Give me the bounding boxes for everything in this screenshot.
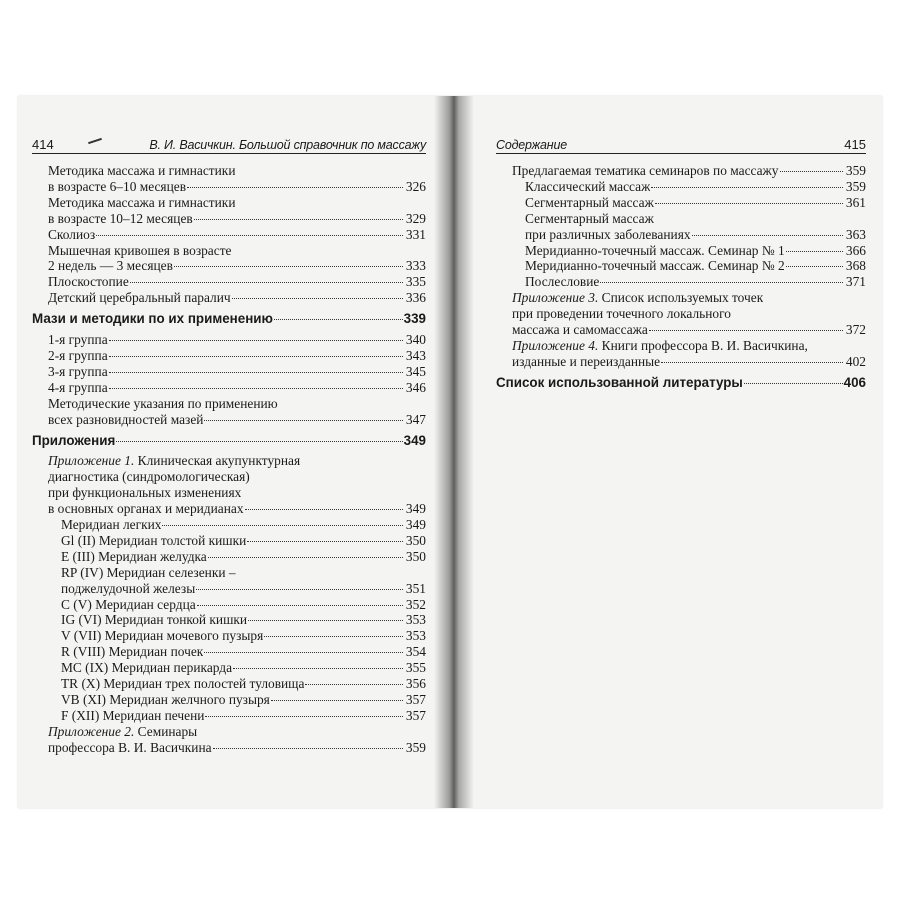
toc-entry-text: профессора В. И. Васичкина [48,739,212,755]
toc-page-number: 363 [845,226,866,242]
toc-line [32,211,426,227]
dot-leader [174,266,403,267]
toc-line [32,433,426,449]
toc-page-number: 350 [405,532,426,548]
toc-entry [32,533,426,549]
toc-entry-text: Сколиоз [48,226,96,242]
toc-entry-text: F (XII) Меридиан печени [61,707,205,723]
toc-entry [32,628,426,644]
toc-entry-text: диагностика (синдромологическая) [48,469,250,485]
toc-line [32,676,426,692]
toc-entry-text: Меридианно-точечный массаж. Семинар № 1 [525,242,785,258]
toc-entry-text: Предлагаемая тематика семинаров по массажу [512,163,779,178]
toc-entry [32,396,426,428]
toc-line [32,348,426,364]
toc-page-number: 349 [403,432,426,448]
toc-page-number: 402 [845,353,866,369]
dot-leader [213,748,403,749]
toc-line [32,469,426,485]
dot-leader [197,605,403,606]
toc-entry-text: MC (IX) Меридиан перикарда [61,660,233,676]
toc-page-number: 368 [845,258,866,274]
toc-entry [32,290,426,306]
toc-entry [32,380,426,396]
dot-leader [109,356,403,357]
toc-entry-text: Методика массажа и гимнастики [48,163,236,178]
toc-page-number: 350 [405,548,426,564]
toc-entry [32,348,426,364]
toc-entry [32,565,426,597]
toc-line [32,644,426,660]
dot-leader [600,282,843,283]
toc-line [496,274,866,290]
toc-line [32,453,426,469]
toc-line [32,724,426,740]
toc-entry-text: 3-я группа [48,363,108,379]
toc-entry-text: Детский церебральный паралич [48,290,231,306]
toc-entry [496,338,866,370]
toc-line [32,227,426,243]
toc-page-number: 339 [403,311,426,327]
toc-entry-text: 2-я группа [48,347,108,363]
toc-page-number: 361 [845,194,866,210]
dot-leader [744,383,843,384]
toc-line [496,290,866,306]
toc-entry [496,163,866,179]
toc-entry-text: R (VIII) Меридиан почек [61,644,204,660]
toc-line [32,501,426,517]
toc-entry-text: TR (X) Меридиан трех полостей туловища [61,676,305,692]
toc-entry-text: Послесловие [525,274,600,290]
toc-line [32,364,426,380]
dot-leader [109,340,403,341]
toc-entry-text: Мышечная кривошея в возрасте [48,242,232,258]
toc-page-number: 354 [405,644,426,660]
toc-page-number: 372 [845,322,866,338]
toc-line [32,380,426,396]
toc-entry [496,243,866,259]
dot-leader [780,171,843,172]
toc-line [32,612,426,628]
book-gutter [434,96,474,808]
toc-line [32,485,426,501]
toc-entry-text: Gl (II) Меридиан толстой кишки [61,532,247,548]
toc-entry [32,195,426,227]
toc-page-number: 357 [405,692,426,707]
running-title: В. И. Васичкин. Большой справочник по массажу [149,138,426,152]
dot-leader [245,509,403,510]
toc-entry [32,163,426,195]
dot-leader [130,282,403,283]
toc-line [32,597,426,613]
toc-section [32,433,426,449]
dot-leader [109,372,403,373]
toc-page-number: 336 [405,290,426,306]
toc-line [32,740,426,756]
toc-line [32,396,426,412]
toc-entry [32,549,426,565]
dot-leader [204,652,403,653]
toc-entry-text: Приложение 3. Список используемых точек [512,290,764,306]
toc-entry-text: C (V) Меридиан сердца [61,596,196,612]
running-title: Содержание [496,138,567,152]
toc-line [32,692,426,708]
toc-line [32,628,426,644]
toc-entry-text: Приложения [32,432,116,448]
toc-entry [32,612,426,628]
toc-page-number: 347 [405,411,426,427]
book-spread [18,96,882,808]
toc-line [496,211,866,227]
toc-page-number: 343 [405,347,426,363]
page-number: 415 [844,137,866,152]
dot-leader [208,557,403,558]
toc-entry-text: при функциональных изменениях [48,485,242,501]
toc-entry-text: Мази и методики по их применению [32,311,273,327]
toc-entry-text: в основных органах и меридианах [48,501,244,517]
toc-line [32,660,426,676]
toc-entry-text: Методические указания по применению [48,395,278,411]
toc-line [32,517,426,533]
toc-line [32,179,426,195]
dot-leader [661,362,843,363]
dot-leader [786,266,843,267]
toc-line [32,163,426,179]
toc-entry-text: Сегментарный массаж [525,210,654,226]
toc-entry [32,243,426,275]
toc-entry-text: в возрасте 6–10 месяцев [48,178,187,194]
toc-page-number: 345 [405,363,426,379]
dot-leader [649,330,843,331]
toc-section [32,311,426,327]
toc-entry [496,258,866,274]
toc-page-number: 359 [845,178,866,194]
toc-section [496,375,866,391]
dot-leader [248,620,403,621]
toc-page-number: 349 [405,501,426,517]
toc-line [32,290,426,306]
toc-page-number: 366 [845,242,866,258]
toc-page-number: 340 [405,332,426,348]
toc-entry [32,644,426,660]
toc-page-number: 406 [843,374,866,390]
toc-entry [32,724,426,756]
toc-line [32,195,426,211]
toc-line [496,163,866,179]
toc-entry-text: V (VII) Меридиан мочевого пузыря [61,628,264,644]
toc-entry-text: при различных заболеваниях [525,226,691,242]
dot-leader [271,700,403,701]
toc-entry-text: Меридианно-точечный массаж. Семинар № 2 [525,258,785,274]
toc-entry-text: Классический массаж [525,178,651,194]
toc-line [496,375,866,391]
toc-entry-text: Методика массажа и гимнастики [48,194,236,210]
toc-entry [32,227,426,243]
dot-leader [109,388,403,389]
toc-entry-text: Плоскостопие [48,274,129,290]
toc-line [496,243,866,259]
toc-entry [32,364,426,380]
toc-entry [32,708,426,724]
toc-entry-text: Приложение 4. Книги профессора В. И. Васичкина, [512,337,808,353]
toc-page-number: 335 [405,274,426,290]
dot-leader [205,716,403,717]
toc-entry [32,676,426,692]
toc-entry-text: RP (IV) Меридиан селезенки – [61,564,236,580]
toc-entry-text: IG (VI) Меридиан тонкой кишки [61,612,248,628]
dot-leader [274,319,403,320]
dot-leader [264,636,403,637]
toc-page-number: 371 [845,274,866,290]
toc-page-number: 346 [405,379,426,395]
toc-entry-text: при проведении точечного локального [512,306,731,322]
toc-line [496,322,866,338]
right-page-header [496,134,866,154]
toc-line [32,549,426,565]
right-page [496,134,866,396]
toc-entry [496,179,866,195]
toc-page-number: 352 [405,596,426,612]
toc-entry-text: Меридиан легких [61,517,162,533]
toc-page-number: 359 [845,163,866,178]
toc-entry-text: поджелудочной железы [61,580,196,596]
toc-page-number: 331 [405,226,426,242]
toc-line [32,565,426,581]
page-number: 414 [32,137,54,152]
left-page-header [32,134,426,154]
toc-entry-text: в возрасте 10–12 месяцев [48,210,193,226]
toc-line [496,258,866,274]
toc-list [32,163,426,756]
toc-entry [496,195,866,211]
left-page [32,134,426,756]
toc-entry [32,692,426,708]
toc-line [32,708,426,724]
toc-page-number: 357 [405,707,426,723]
toc-page-number: 353 [405,612,426,628]
toc-entry [32,332,426,348]
toc-line [32,533,426,549]
toc-list [496,163,866,391]
toc-entry-text: Приложение 1. Клиническая акупунктурная [48,453,301,469]
dot-leader [247,541,403,542]
dot-leader [655,203,843,204]
toc-line [496,227,866,243]
dot-leader [692,235,843,236]
dot-leader [96,235,403,236]
toc-entry-text: изданные и переизданные [512,353,661,369]
toc-entry-text: 4-я группа [48,379,108,395]
toc-page-number: 353 [405,628,426,644]
dot-leader [196,589,403,590]
toc-entry-text: 2 недель — 3 месяцев [48,258,173,274]
toc-line [32,412,426,428]
dot-leader [305,684,403,685]
toc-page-number: 359 [405,739,426,755]
toc-entry-text: VB (XI) Меридиан желчного пузыря [61,692,270,707]
toc-line [32,581,426,597]
dot-leader [233,668,403,669]
toc-line [32,332,426,348]
toc-page-number: 329 [405,210,426,226]
toc-entry-text: всех разновидностей мазей [48,411,204,427]
toc-entry [32,274,426,290]
toc-entry-text: E (III) Меридиан желудка [61,548,207,564]
toc-page-number: 349 [405,517,426,533]
toc-entry [32,597,426,613]
dot-leader [651,187,843,188]
toc-entry [32,660,426,676]
dot-leader [194,219,403,220]
toc-line [496,179,866,195]
toc-page-number: 355 [405,660,426,676]
toc-line [32,243,426,259]
dot-leader [232,298,403,299]
dot-leader [187,187,403,188]
toc-page-number: 351 [405,580,426,596]
dot-leader [786,251,843,252]
toc-entry [496,290,866,338]
toc-line [32,258,426,274]
dot-leader [116,441,402,442]
toc-entry-text: массажа и самомассажа [512,322,648,338]
toc-line [32,311,426,327]
toc-line [496,338,866,354]
toc-entry-text: 1-я группа [48,332,108,348]
toc-page-number: 333 [405,258,426,274]
toc-entry-text: Список использованной литературы [496,374,743,390]
toc-line [496,195,866,211]
toc-entry [32,453,426,517]
dot-leader [204,420,403,421]
toc-page-number: 326 [405,178,426,194]
dot-leader [162,525,403,526]
toc-entry-text: Сегментарный массаж [525,194,654,210]
toc-page-number: 356 [405,676,426,692]
toc-line [496,306,866,322]
toc-entry [496,211,866,243]
toc-line [32,274,426,290]
toc-line [496,354,866,370]
toc-entry-text: Приложение 2. Семинары [48,723,198,739]
toc-entry [32,517,426,533]
toc-entry [496,274,866,290]
